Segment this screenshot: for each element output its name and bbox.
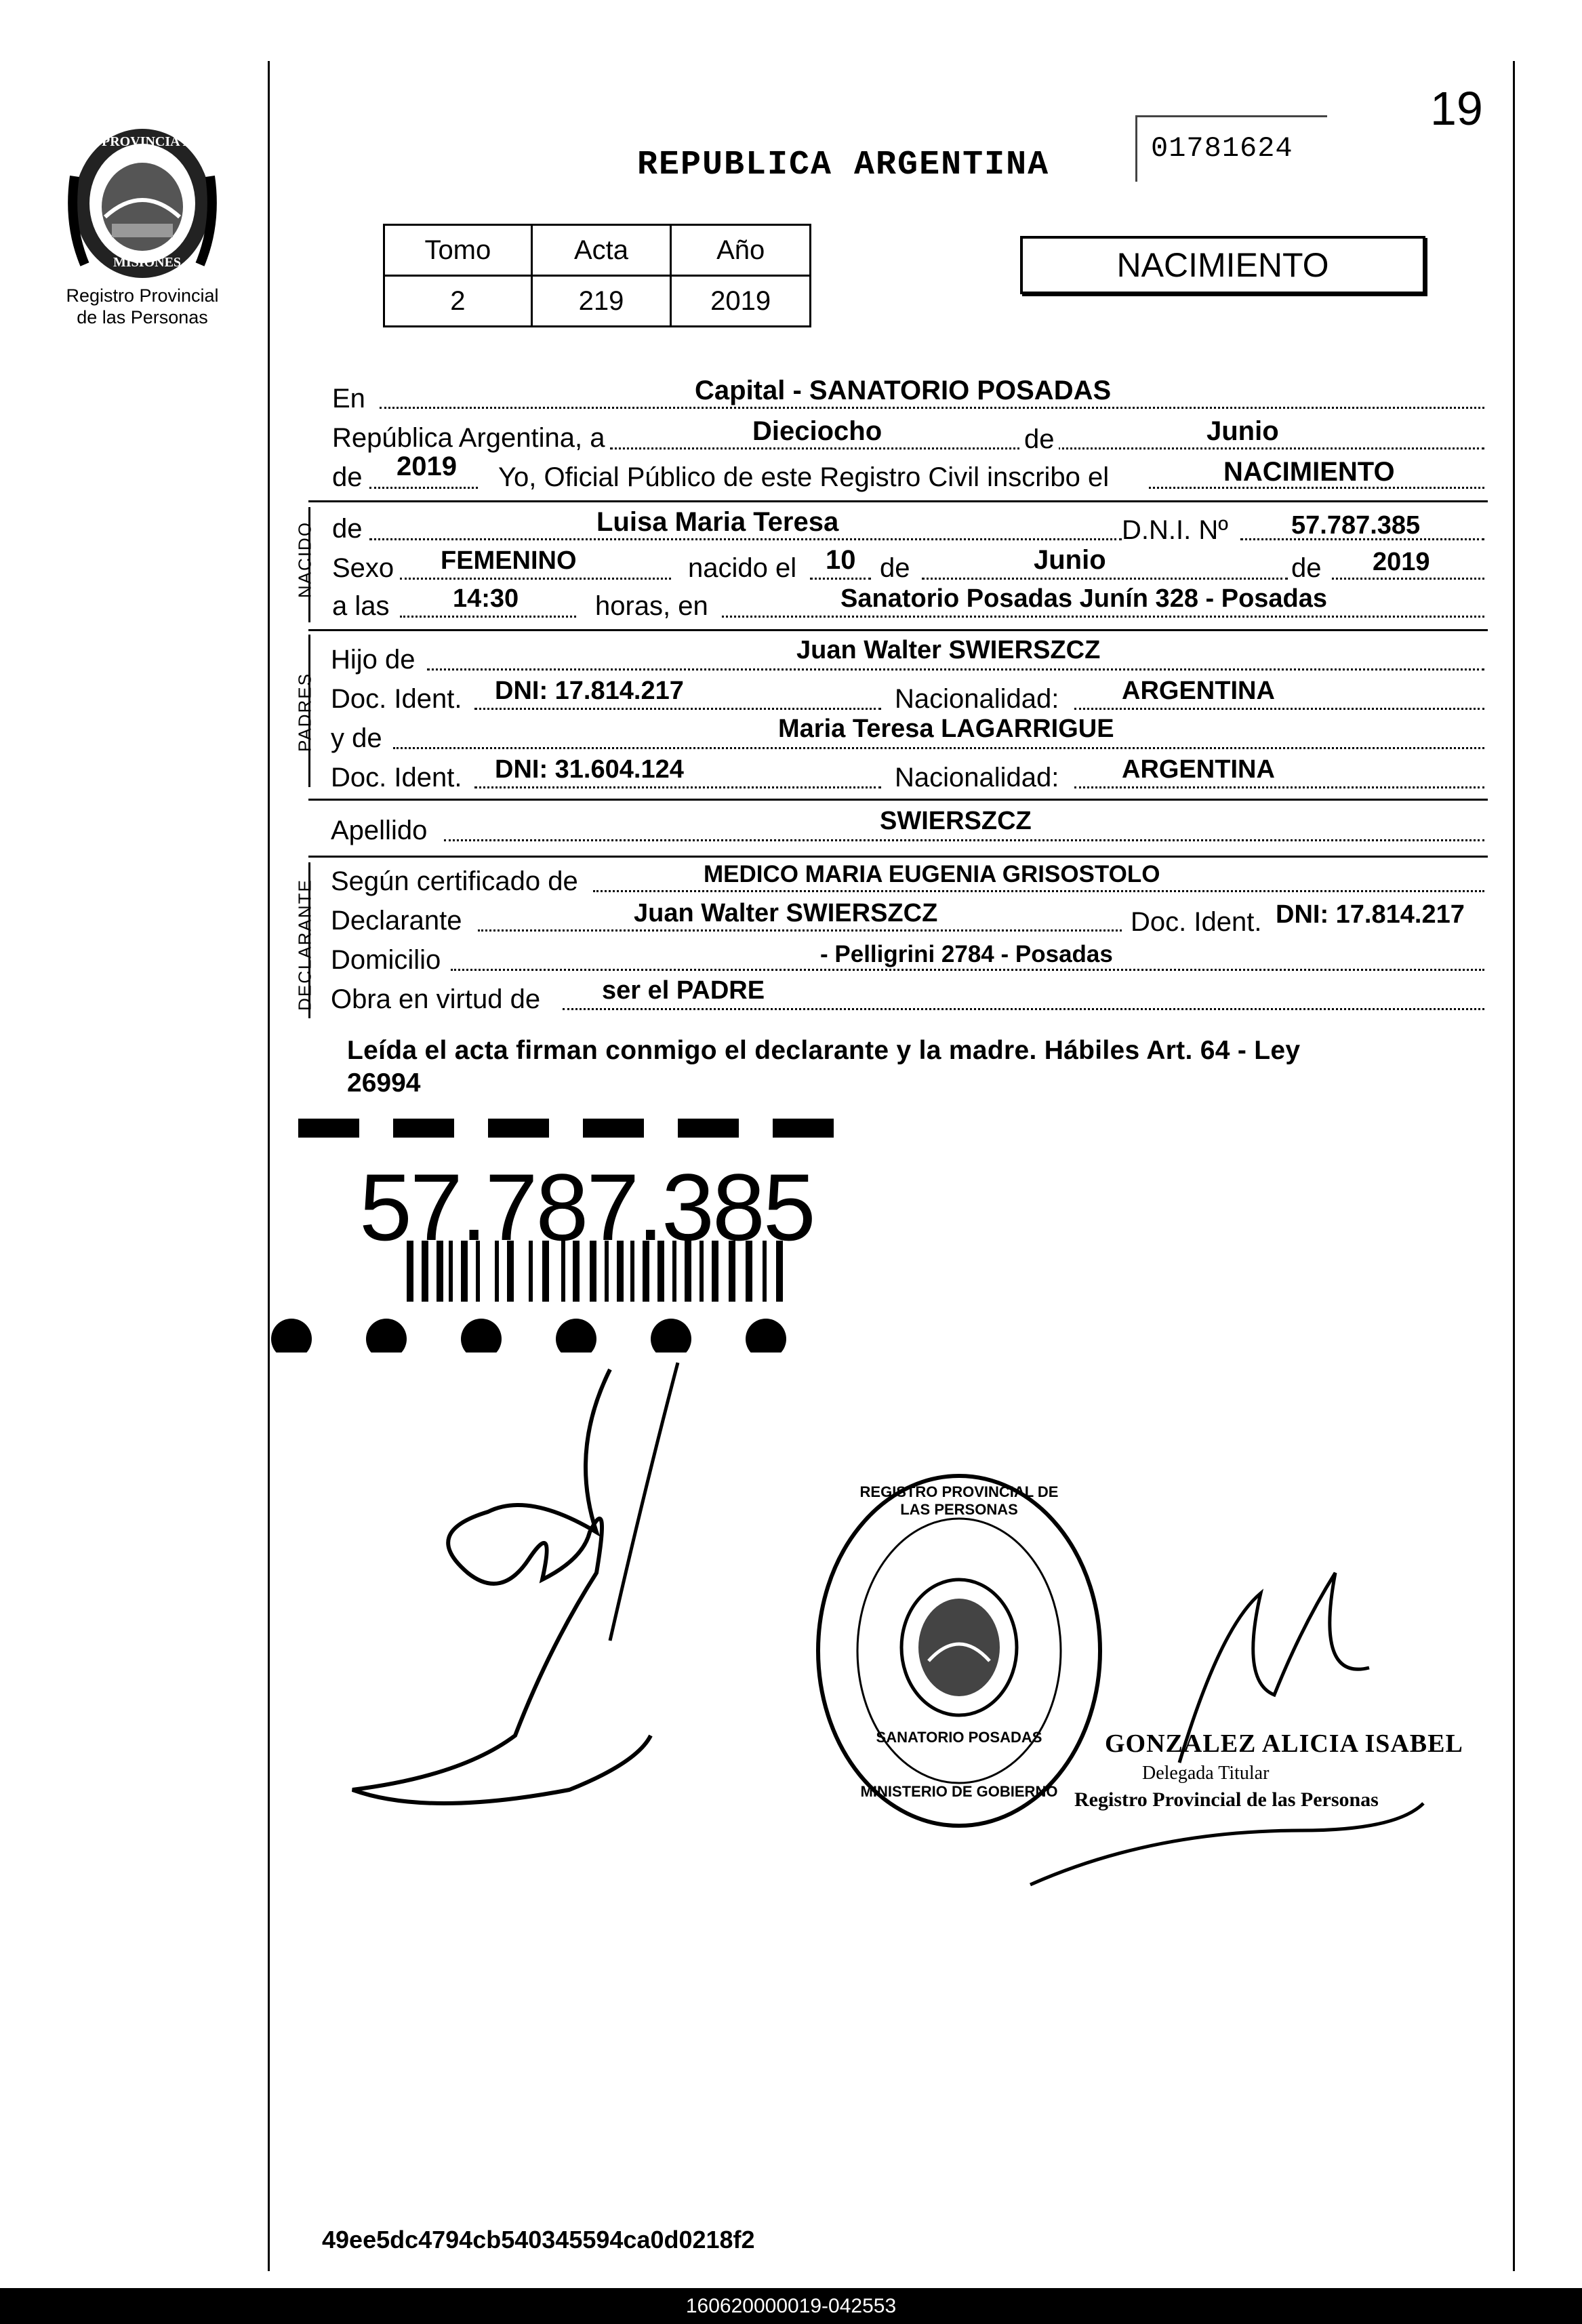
father-doc-dots [474, 708, 881, 710]
official-round-stamp [813, 1471, 1105, 1830]
closing-line-2: 26994 [347, 1068, 421, 1098]
padres-section-label: PADRES [294, 673, 315, 752]
registry-name [54, 285, 230, 328]
birth-de-label: de [880, 553, 910, 583]
stamp-ring [813, 1471, 1105, 1830]
birth-time: 14:30 [453, 584, 519, 613]
father-nationality: ARGENTINA [1122, 677, 1275, 705]
y-de-label: y de [331, 723, 382, 753]
domicilio-dots [451, 969, 1484, 971]
sticker-top-pattern [298, 1119, 834, 1138]
divider-2 [308, 629, 1488, 631]
cert-label: Según certificado de [331, 866, 578, 896]
mother-name: Maria Teresa LAGARRIGUE [778, 715, 1114, 743]
birth-month-dots [922, 578, 1288, 580]
day-words: Dieciocho [752, 416, 883, 446]
birth-de-label-2: de [1291, 553, 1322, 583]
apellido-value: SWIERSZCZ [880, 807, 1032, 835]
birth-place-dots [722, 616, 1484, 618]
seal-text-bottom: MISIONES [113, 255, 182, 270]
de-label-1: de [1020, 426, 1059, 453]
sexo-dots [400, 578, 671, 580]
divider-3 [308, 799, 1488, 801]
year-dots [369, 487, 478, 489]
registry-logo [64, 122, 220, 285]
domicilio-label: Domicilio [331, 945, 441, 975]
record-type: NACIMIENTO [1116, 246, 1329, 284]
signatory-name: GONZALEZ ALICIA ISABEL [1105, 1729, 1463, 1758]
table-header-tomo: Tomo [384, 225, 532, 276]
table-header-acta: Acta [531, 225, 671, 276]
child-name: Luisa Maria Teresa [596, 507, 839, 537]
dni-label: D.N.I. Nº [1122, 515, 1228, 545]
birth-day-dots [810, 578, 871, 580]
table-value-acta: 219 [531, 276, 671, 327]
stamp-inner-text: SANATORIO POSADAS [876, 1729, 1042, 1746]
sexo-value: FEMENINO [441, 546, 577, 575]
registry-line-2: de las Personas [77, 307, 208, 327]
nacido-section-label: NACIDO [294, 521, 315, 599]
a-las-label: a las [332, 591, 390, 621]
inscribed-value: NACIMIENTO [1223, 457, 1395, 487]
page-number: 19 [1430, 82, 1483, 135]
nacido-de-label: de [332, 514, 363, 544]
dni-sticker [271, 1105, 871, 1353]
birth-day: 10 [826, 545, 856, 575]
oficial-text: Yo, Oficial Público de este Registro Civil inscribo el [498, 462, 1110, 492]
birth-month: Junio [1034, 545, 1106, 575]
left-margin-line [268, 61, 270, 2271]
tomo-acta-ano-table [383, 224, 811, 327]
nacido-el-label: nacido el [688, 553, 797, 583]
declarante-doc-label: Doc. Ident. [1131, 907, 1262, 937]
signatory-role: Delegada Titular [1142, 1763, 1270, 1784]
mother-nationality: ARGENTINA [1122, 755, 1275, 784]
obra-dots [563, 1008, 1484, 1010]
father-dots [427, 668, 1484, 670]
domicilio-value: - Pelligrini 2784 - Posadas [820, 941, 1113, 967]
name-dots [369, 538, 1122, 540]
footer-code: 160620000019-042553 [685, 2295, 897, 2317]
cert-value: MEDICO MARIA EUGENIA GRISOSTOLO [704, 861, 1160, 887]
declarante-section-label: DECLARANTE [294, 879, 315, 1011]
declarante-label: Declarante [331, 906, 462, 936]
de-label-2: de [332, 462, 363, 492]
obra-label: Obra en virtud de [331, 984, 541, 1014]
mother-doc: DNI: 31.604.124 [495, 755, 684, 784]
stamp-outer-top-text: REGISTRO PROVINCIAL DE LAS PERSONAS [859, 1483, 1059, 1518]
mother-nat-label: Nacionalidad: [895, 763, 1059, 793]
declarant-signature [325, 1356, 705, 1830]
divider-1 [308, 500, 1488, 502]
en-label: En [332, 384, 365, 414]
father-name: Juan Walter SWIERSZCZ [796, 636, 1101, 664]
footer-bar [0, 2288, 1582, 2324]
birth-year: 2019 [1373, 548, 1430, 576]
closing-line-1: Leída el acta firman conmigo el declarante y la madre. Hábiles Art. 64 - Ley [347, 1036, 1301, 1065]
mother-doc-label: Doc. Ident. [331, 763, 462, 793]
seal-text-top: PROVINCIA DE [102, 134, 202, 149]
birth-place: Sanatorio Posadas Junín 328 - Posadas [840, 584, 1328, 613]
hijo-de-label: Hijo de [331, 645, 415, 675]
table-value-ano: 2019 [671, 276, 811, 327]
birth-year-dots [1332, 578, 1484, 580]
divider-4 [308, 856, 1488, 858]
time-dots [400, 616, 576, 618]
father-nat-dots [1074, 708, 1484, 710]
sticker-bottom-pattern [271, 1319, 786, 1353]
table-header-ano: Año [671, 225, 811, 276]
child-dni: 57.787.385 [1291, 511, 1421, 540]
father-doc-label: Doc. Ident. [331, 684, 462, 714]
registry-line-1: Registro Provincial [66, 285, 219, 306]
place-value: Capital - SANATORIO POSADAS [695, 376, 1112, 405]
declarante-doc: DNI: 17.814.217 [1276, 900, 1465, 929]
signatory-office: Registro Provincial de las Personas [1074, 1788, 1379, 1811]
declarante-name: Juan Walter SWIERSZCZ [634, 899, 938, 927]
father-doc: DNI: 17.814.217 [495, 677, 684, 705]
declarante-dots [478, 929, 1122, 931]
document-hash: 49ee5dc4794cb540345594ca0d0218f2 [322, 2226, 755, 2253]
apellido-dots [444, 839, 1484, 841]
en-dots [380, 407, 1484, 409]
right-margin-line [1513, 61, 1515, 2271]
mother-doc-dots [474, 786, 881, 788]
mother-dots [393, 747, 1484, 749]
republica-label: República Argentina, a [332, 423, 605, 453]
sexo-label: Sexo [332, 553, 394, 583]
stamp-outer-bottom-text: MINISTERIO DE GOBIERNO [860, 1783, 1058, 1800]
cert-dots [593, 890, 1484, 892]
table-value-tomo: 2 [384, 276, 532, 327]
horas-label: horas, en [595, 591, 708, 621]
inscribed-dots [1149, 487, 1484, 489]
apellido-label: Apellido [331, 816, 428, 845]
country-title: REPUBLICA ARGENTINA [637, 146, 1050, 184]
year-value: 2019 [397, 452, 457, 481]
obra-value: ser el PADRE [602, 976, 765, 1005]
serial-stamp [1135, 115, 1327, 182]
sticker-number: 57.787.385 [359, 1154, 814, 1260]
mother-nat-dots [1074, 786, 1484, 788]
record-type-box [1020, 236, 1425, 294]
serial-number: 01781624 [1151, 132, 1293, 165]
father-nat-label: Nacionalidad: [895, 684, 1059, 714]
month-value: Junio [1206, 416, 1279, 446]
